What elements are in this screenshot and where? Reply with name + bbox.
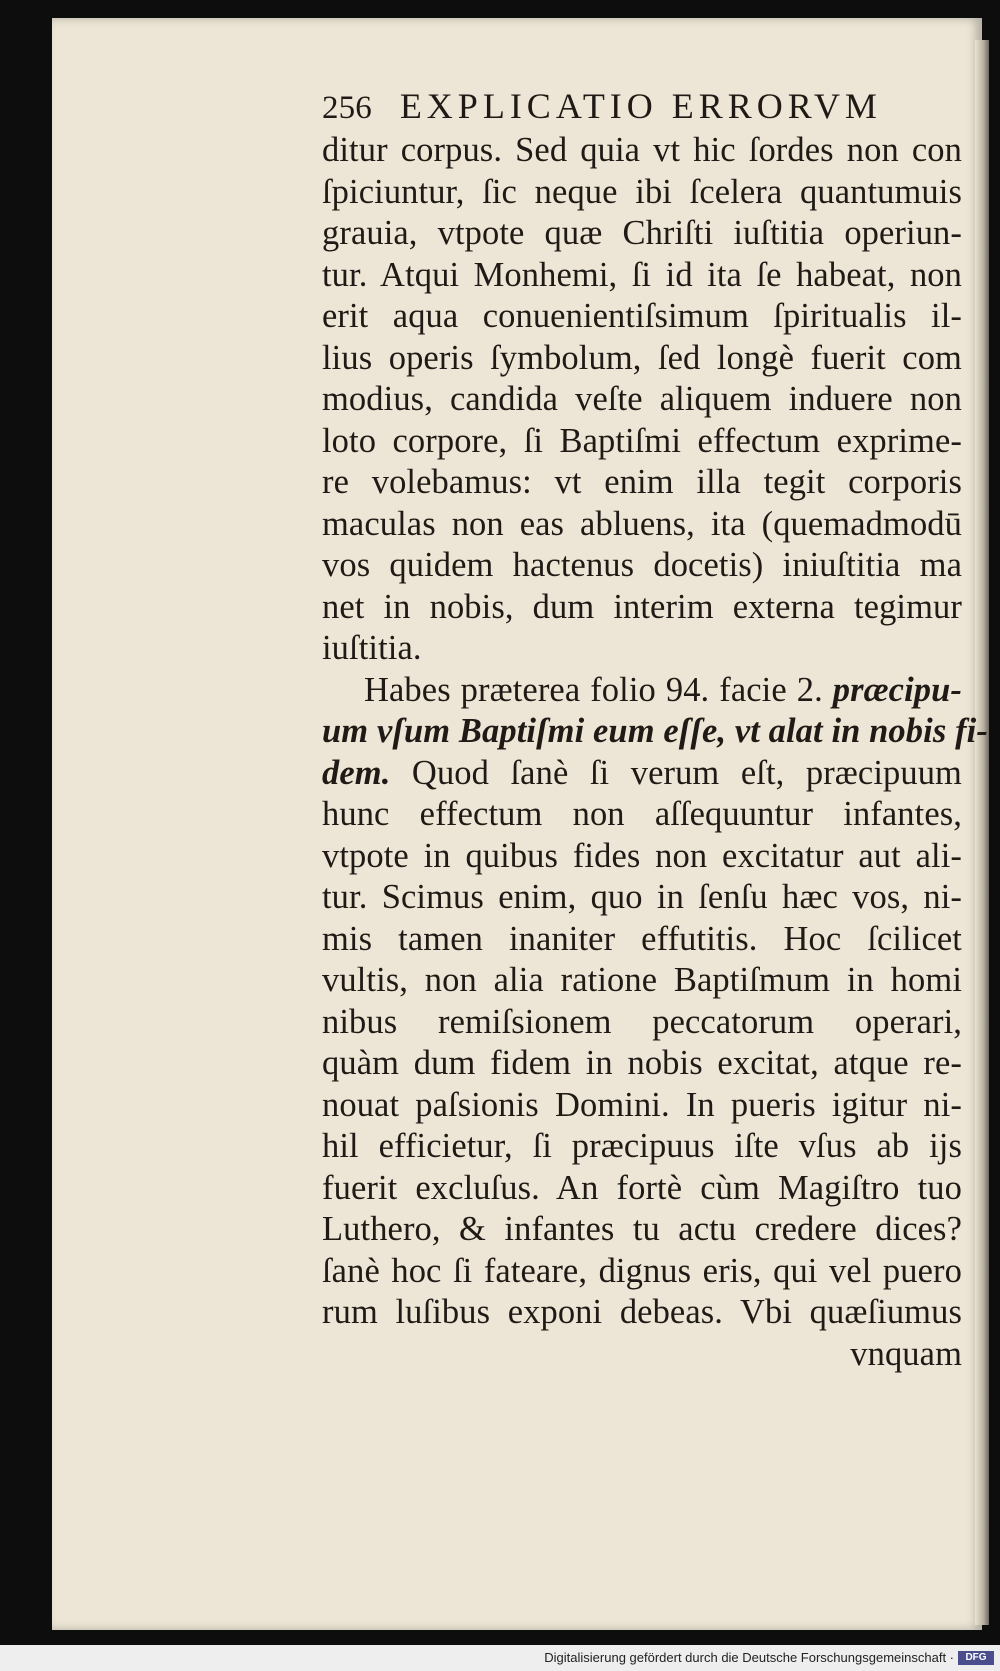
text-line [322,1002,962,1044]
digitization-credit [0,1645,1000,1671]
line-text: hil efficietur, ſi præcipuus iſte vſus ab ijs [322,1127,962,1165]
text-line [322,628,962,670]
text-line [322,836,962,878]
page-edge [975,40,989,1625]
line-text: lius operis ſymbolum, ſed longè fuerit com [322,338,962,377]
text-line [322,130,962,172]
text-line [322,255,962,297]
line-text: iuſtitia. [322,629,422,667]
italic-text: præcipu- [832,670,962,709]
text-line [322,877,962,919]
line-text: ſanè hoc ſi fatearе, dignus eris, qui vel puero [322,1251,962,1290]
line-text: maculas non eas abluens, ita (quemadmodū [322,504,962,543]
line-text: vnquam [850,1334,962,1373]
line-text: rum luſibus exponi debeas. Vbi quæſiumus [322,1293,962,1331]
page-text [322,82,988,1375]
text-line [322,462,962,504]
text-line [322,960,962,1002]
line-text: Quod ſanè ſi verum eſt, præcipuum [390,753,962,792]
line-text: mis tamen inaniter effutitis. Hoc ſcilicet [322,919,962,958]
text-line [322,670,962,712]
line-text: quàm dum fidem in nobis excitat, atque re- [322,1044,962,1082]
line-text: Luthero, & infantes tu actu credere dices? [322,1210,962,1248]
line-text: erit aqua conuenientiſsimum ſpiritualis il- [322,297,962,335]
page-number: 256 [322,90,372,126]
italic-text: um vſum Baptiſmi eum eſſe, vt alat in nobis fi- [322,712,988,750]
running-header [322,82,962,130]
line-text: vos quidem hactenus docetis) iniuſtitia ma [322,546,962,584]
line-text: nouat paſsionis Domini. In pueris igitur ni- [322,1085,962,1124]
body-text [322,130,988,1375]
text-line [322,1251,962,1293]
text-line [322,421,962,463]
line-text: tur. Scimus enim, quo in ſenſu hæc vos, ni- [322,878,962,916]
catchword [322,1334,962,1376]
line-text: modius, candida veſte aliquem induere non [322,380,962,418]
text-line [322,1043,962,1085]
line-text: net in nobis, dum interim externa tegimur [322,587,962,626]
line-text: grauia, vtpote quæ Chriſti iuſtitia operiun- [322,214,962,252]
line-text: re volebamus: vt enim illa tegit corporis [322,463,962,501]
italic-text: dem. [322,753,391,792]
line-text: ſpiciuntur, ſic neque ibi ſcelera quantumuis [322,172,962,211]
line-text: tur. Atqui Monhemi, ſi id ita ſe habeat, non [322,255,962,294]
text-line [322,753,962,795]
text-line [322,711,988,753]
line-text: hunc effectum non aſſequuntur infantes, [322,795,962,833]
text-line [322,504,962,546]
running-title: EXPLICATIO ERRORVM [399,86,882,126]
text-line [322,794,962,836]
text-line [322,1168,962,1210]
text-line [322,1209,962,1251]
text-line [322,213,962,255]
text-line [322,1292,962,1334]
line-text: vultis, non alia ratione Baptiſmum in homi [322,961,962,999]
text-line [322,587,962,629]
text-line [322,338,962,380]
line-text: fuerit excluſus. An fortè cùm Magiſtro tuo [322,1168,962,1207]
text-line [322,919,962,961]
text-line [322,172,962,214]
text-line [322,379,962,421]
text-line [322,545,962,587]
credit-text: Digitalisierung gefördert durch die Deutsche Forschungsgemeinschaft · [544,1650,954,1665]
line-text: loto corpore, ſi Baptiſmi effectum exprime- [322,421,962,460]
line-text: nibus remiſsionem peccatorum operari, [322,1002,962,1041]
dfg-logo: DFG [958,1651,994,1665]
line-text: Habes præterea folio 94. facie 2. [364,670,833,709]
line-text: vtpote in quibus fides non excitatur aut ali- [322,836,962,875]
text-line [322,1085,962,1127]
line-text: ditur corpus. Sed quia vt hic ſordes non con [322,131,962,169]
text-line [322,296,962,338]
text-line [322,1126,962,1168]
